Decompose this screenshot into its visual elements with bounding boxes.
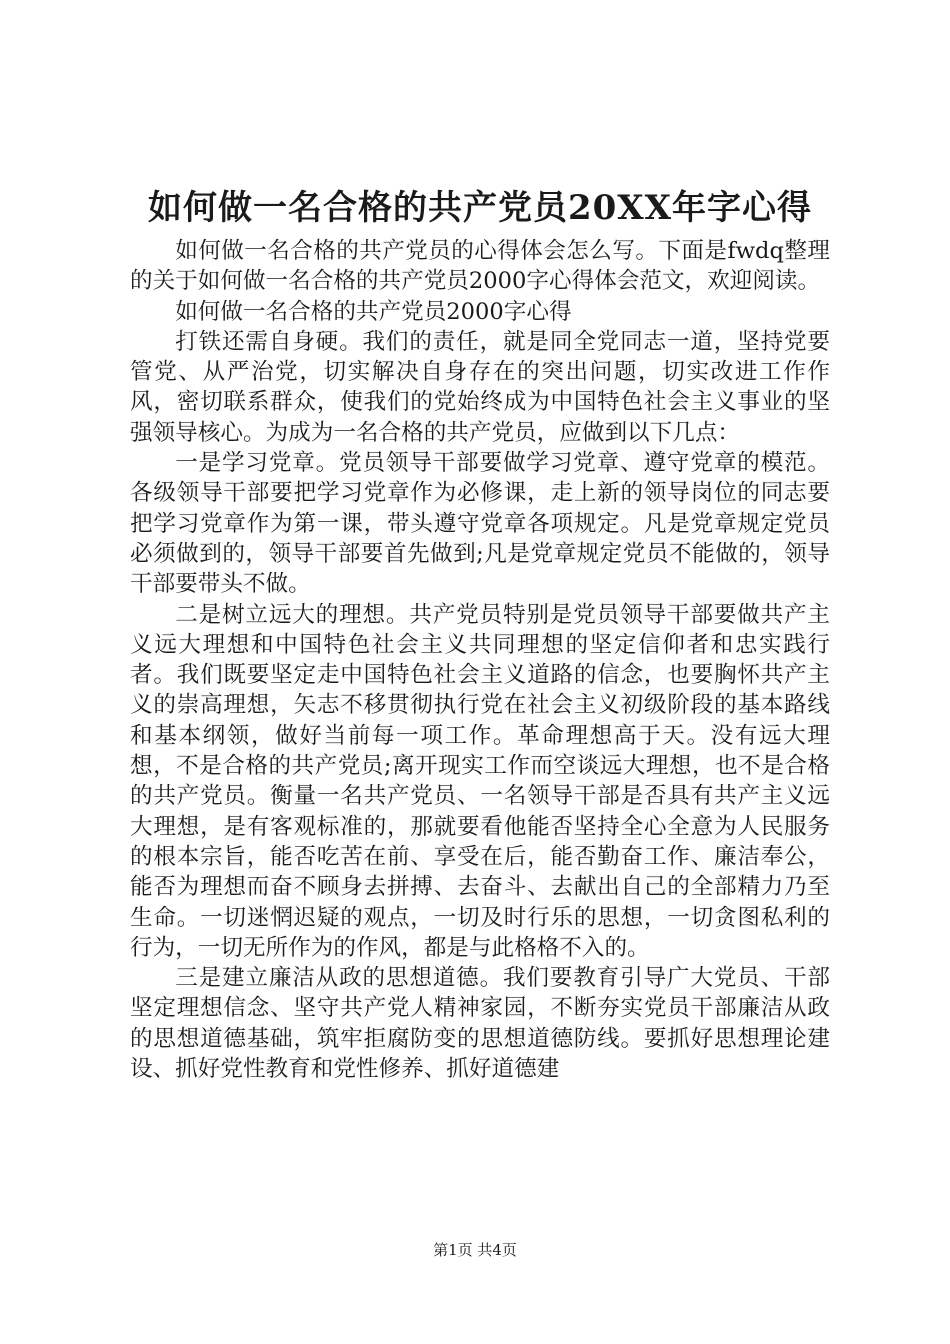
page-footer: 第1页 共4页 — [433, 1241, 517, 1259]
paragraph-subtitle: 如何做一名合格的共产党员2000字心得 — [175, 298, 572, 325]
paragraph-point-one: 一是学习党章。党员领导干部要做学习党章、遵守党章的模范。各级领导干部要把学习党章作为必修课，走上新的领导岗位的同志要把学习党章作为第一课，带头遵守党章各项规定。凡是党章规定党员必须做到的，领导干部要首先做到;凡是党章规定党员不能做的，领导干部要带头不做。 — [130, 450, 830, 598]
paragraph-point-two: 二是树立远大的理想。共产党员特别是党员领导干部要做共产主义远大理想和中国特色社会主义共同理想的坚定信仰者和忠实践行者。我们既要坚定走中国特色社会主义道路的信念，也要胸怀共产主义的崇高理想，矢志不移贯彻执行党在社会主义初级阶段的基本路线和基本纲领，做好当前每一项工作。革命理想高于天。没有远大理想，不是合格的共产党员;离开现实工作而空谈远大理想，也不是合格的共产党员。衡量一名共产党员、一名领导干部是否具有共产主义远大理想，是有客观标准的，那就要看他能否坚持全心全意为人民服务的根本宗旨，能否吃苦在前、享受在后，能否勤奋工作、廉洁奉公，能否为理想而奋不顾身去拼搏、去奋斗、去献出自己的全部精力乃至生命。一切迷惘迟疑的观点，一切及时行乐的思想，一切贪图私利的行为，一切无所作为的作风，都是与此格格不入的。 — [130, 601, 830, 961]
document-title: 如何做一名合格的共产党员20XX年字心得 — [147, 188, 813, 228]
document-body — [130, 236, 830, 1084]
paragraph-point-three: 三是建立廉洁从政的思想道德。我们要教育引导广大党员、干部坚定理想信念、坚守共产党人精神家园，不断夯实党员干部廉洁从政的思想道德基础，筑牢拒腐防变的思想道德防线。要抓好思想理论建设、抓好党性教育和党性修养、抓好道德建 — [130, 965, 830, 1083]
paragraph-opening: 打铁还需自身硬。我们的责任，就是同全党同志一道，坚持党要管党、从严治党，切实解决自身存在的突出问题，切实改进工作作风，密切联系群众，使我们的党始终成为中国特色社会主义事业的坚强领导核心。为成为一名合格的共产党员，应做到以下几点： — [130, 328, 830, 446]
paragraph-intro: 如何做一名合格的共产党员的心得体会怎么写。下面是fwdq整理的关于如何做一名合格的共产党员2000字心得体会范文，欢迎阅读。 — [130, 238, 830, 295]
